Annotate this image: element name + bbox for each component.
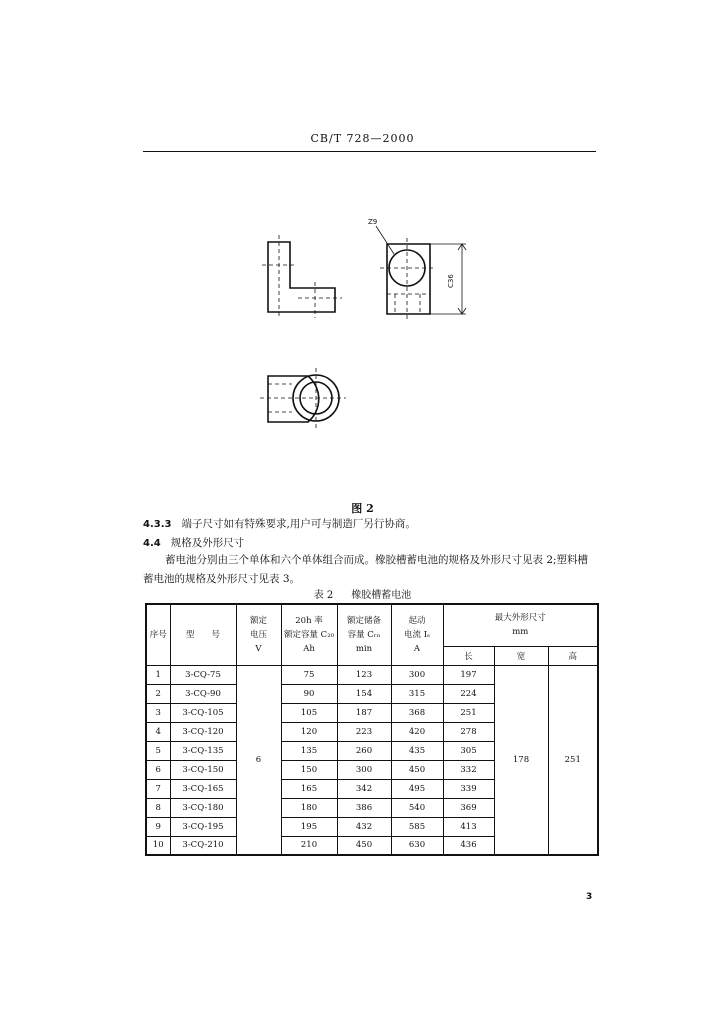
cell-current: 420 xyxy=(391,722,443,741)
cell-capacity: 165 xyxy=(281,779,337,798)
cell-reserve: 450 xyxy=(337,836,391,855)
cell-capacity: 75 xyxy=(281,665,337,684)
cell-current: 315 xyxy=(391,684,443,703)
terminal-drawing xyxy=(240,210,500,450)
clause-number: 4.3.3 xyxy=(143,519,172,530)
header-voltage: 额定 电压 V xyxy=(236,604,281,665)
cell-model: 3-CQ-210 xyxy=(170,836,236,855)
cell-capacity: 90 xyxy=(281,684,337,703)
cell-capacity: 210 xyxy=(281,836,337,855)
cell-length: 413 xyxy=(443,817,494,836)
table-caption xyxy=(0,586,725,601)
label-c36: C36 xyxy=(447,274,455,288)
cell-length: 251 xyxy=(443,703,494,722)
cell-current: 495 xyxy=(391,779,443,798)
cell-width: 178 xyxy=(494,665,548,855)
cell-reserve: 260 xyxy=(337,741,391,760)
cell-capacity: 105 xyxy=(281,703,337,722)
header-rule xyxy=(143,151,596,152)
cell-current: 450 xyxy=(391,760,443,779)
cell-current: 435 xyxy=(391,741,443,760)
cell-current: 368 xyxy=(391,703,443,722)
header-model: 型 号 xyxy=(170,604,236,665)
cell-length: 278 xyxy=(443,722,494,741)
table-row xyxy=(146,665,598,684)
clause-number: 4.4 xyxy=(143,538,161,549)
cell-current: 540 xyxy=(391,798,443,817)
cell-model: 3-CQ-165 xyxy=(170,779,236,798)
header-seq: 序号 xyxy=(146,604,170,665)
cell-current: 300 xyxy=(391,665,443,684)
clause-4-3-3 xyxy=(143,516,598,531)
cell-length: 339 xyxy=(443,779,494,798)
header-dimensions: 最大外形尺寸 mm xyxy=(443,604,598,646)
cell-reserve: 154 xyxy=(337,684,391,703)
header-height: 高 xyxy=(548,646,598,665)
cell-length: 369 xyxy=(443,798,494,817)
cell-current: 630 xyxy=(391,836,443,855)
cell-seq: 5 xyxy=(146,741,170,760)
cell-seq: 3 xyxy=(146,703,170,722)
header-reserve: 额定储备 容量 Cᵣₙ min xyxy=(337,604,391,665)
cell-voltage: 6 xyxy=(236,665,281,855)
cell-capacity: 195 xyxy=(281,817,337,836)
figure-caption: 图 2 xyxy=(351,502,374,515)
cell-capacity: 120 xyxy=(281,722,337,741)
label-z9: Z9 xyxy=(368,218,378,226)
cell-reserve: 342 xyxy=(337,779,391,798)
cell-seq: 6 xyxy=(146,760,170,779)
page-number: 3 xyxy=(586,892,593,902)
header-length: 长 xyxy=(443,646,494,665)
table-number: 表 2 xyxy=(313,590,334,601)
side-view-outline xyxy=(268,242,335,312)
cell-model: 3-CQ-150 xyxy=(170,760,236,779)
clause-4-4 xyxy=(143,535,598,550)
cell-length: 436 xyxy=(443,836,494,855)
cell-model: 3-CQ-135 xyxy=(170,741,236,760)
cell-seq: 4 xyxy=(146,722,170,741)
header-current: 起动 电流 Iₛ A xyxy=(391,604,443,665)
cell-capacity: 135 xyxy=(281,741,337,760)
cell-seq: 10 xyxy=(146,836,170,855)
header-width: 宽 xyxy=(494,646,548,665)
cell-capacity: 150 xyxy=(281,760,337,779)
cell-length: 224 xyxy=(443,684,494,703)
document-header: CB/T 728—2000 xyxy=(310,132,415,145)
cell-seq: 9 xyxy=(146,817,170,836)
cell-length: 197 xyxy=(443,665,494,684)
cell-reserve: 223 xyxy=(337,722,391,741)
cell-seq: 7 xyxy=(146,779,170,798)
cell-length: 332 xyxy=(443,760,494,779)
cell-length: 305 xyxy=(443,741,494,760)
cell-capacity: 180 xyxy=(281,798,337,817)
cell-model: 3-CQ-75 xyxy=(170,665,236,684)
clause-title: 规格及外形尺寸 xyxy=(170,537,245,549)
cell-height: 251 xyxy=(548,665,598,855)
cell-model: 3-CQ-90 xyxy=(170,684,236,703)
cell-seq: 1 xyxy=(146,665,170,684)
cell-reserve: 187 xyxy=(337,703,391,722)
spec-table xyxy=(145,603,599,856)
cell-reserve: 386 xyxy=(337,798,391,817)
cell-seq: 8 xyxy=(146,798,170,817)
cell-current: 585 xyxy=(391,817,443,836)
cell-model: 3-CQ-180 xyxy=(170,798,236,817)
clause-text: 端子尺寸如有特殊要求,用户可与制造厂另行协商。 xyxy=(181,518,416,530)
cell-reserve: 300 xyxy=(337,760,391,779)
cell-reserve: 123 xyxy=(337,665,391,684)
cell-seq: 2 xyxy=(146,684,170,703)
table-title: 橡胶槽蓄电池 xyxy=(351,590,412,601)
body-paragraph: 蓄电池分别由三个单体和六个单体组合而成。橡胶槽蓄电池的规格及外形尺寸见表 2;塑料槽蓄电池的规格及外形尺寸见表 3。 xyxy=(143,554,589,585)
cell-model: 3-CQ-195 xyxy=(170,817,236,836)
cell-model: 3-CQ-105 xyxy=(170,703,236,722)
cell-model: 3-CQ-120 xyxy=(170,722,236,741)
header-capacity: 20h 率 额定容量 C₂₀ Ah xyxy=(281,604,337,665)
cell-reserve: 432 xyxy=(337,817,391,836)
